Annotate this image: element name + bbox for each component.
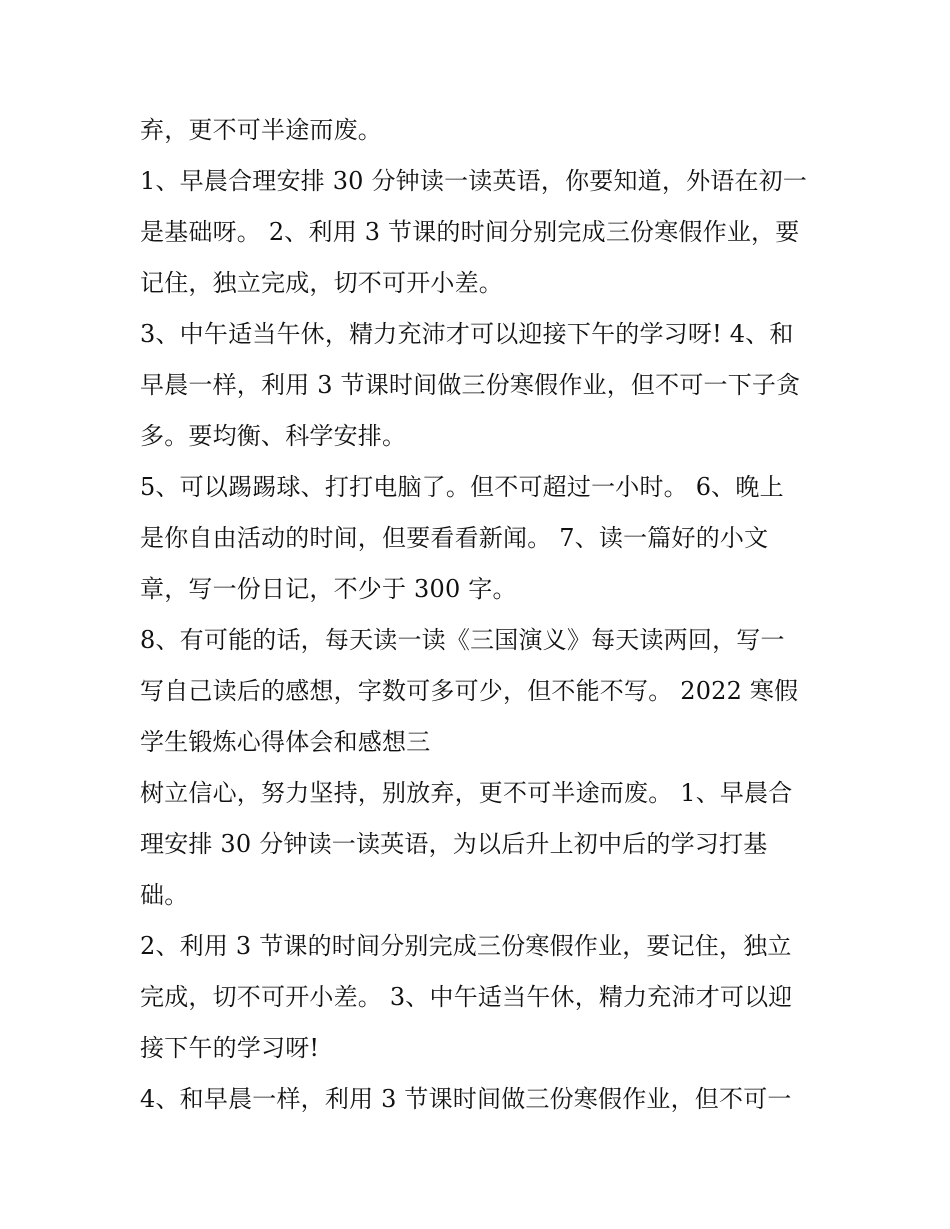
section-heading: 学生锻炼心得体会和感想三 [140, 728, 431, 756]
text-line: 章，写一份日记，不少于 300 字。 [140, 575, 517, 603]
text-line: 础。 [140, 881, 189, 909]
text-line: 写自己读后的感想，字数可多可少，但不能不写。 2022 寒假 [140, 677, 799, 705]
text-line: 3、中午适当午休，精力充沛才可以迎接下午的学习呀! 4、和 [140, 320, 794, 348]
text-line: 是基础呀。 2、利用 3 节课的时间分别完成三份寒假作业，要 [140, 218, 800, 246]
text-line: 接下午的学习呀! [140, 1034, 320, 1062]
text-line: 1、早晨合理安排 30 分钟读一读英语，你要知道，外语在初一 [140, 167, 808, 195]
text-line: 完成，切不可开小差。 3、中午适当午休，精力充沛才可以迎 [140, 983, 793, 1011]
text-line: 多。要均衡、科学安排。 [140, 422, 407, 450]
text-line: 记住，独立完成，切不可开小差。 [140, 269, 503, 297]
text-line: 4、和早晨一样，利用 3 节课时间做三份寒假作业，但不可一 [140, 1085, 792, 1113]
text-line: 8、有可能的话，每天读一读《三国演义》每天读两回，写一 [140, 626, 785, 654]
text-line: 是你自由活动的时间，但要看看新闻。 7、读一篇好的小文 [140, 524, 769, 552]
text-line: 弃，更不可半途而废。 [140, 116, 382, 144]
text-line: 早晨一样，利用 3 节课时间做三份寒假作业，但不可一下子贪 [140, 371, 801, 399]
text-line: 2、利用 3 节课的时间分别完成三份寒假作业，要记住，独立 [140, 932, 792, 960]
text-line: 树立信心，努力坚持，别放弃，更不可半途而废。 1、早晨合 [140, 779, 793, 807]
text-line: 理安排 30 分钟读一读英语，为以后升上初中后的学习打基 [140, 830, 768, 858]
text-line: 5、可以踢踢球、打打电脑了。但不可超过一小时。 6、晚上 [140, 473, 784, 501]
